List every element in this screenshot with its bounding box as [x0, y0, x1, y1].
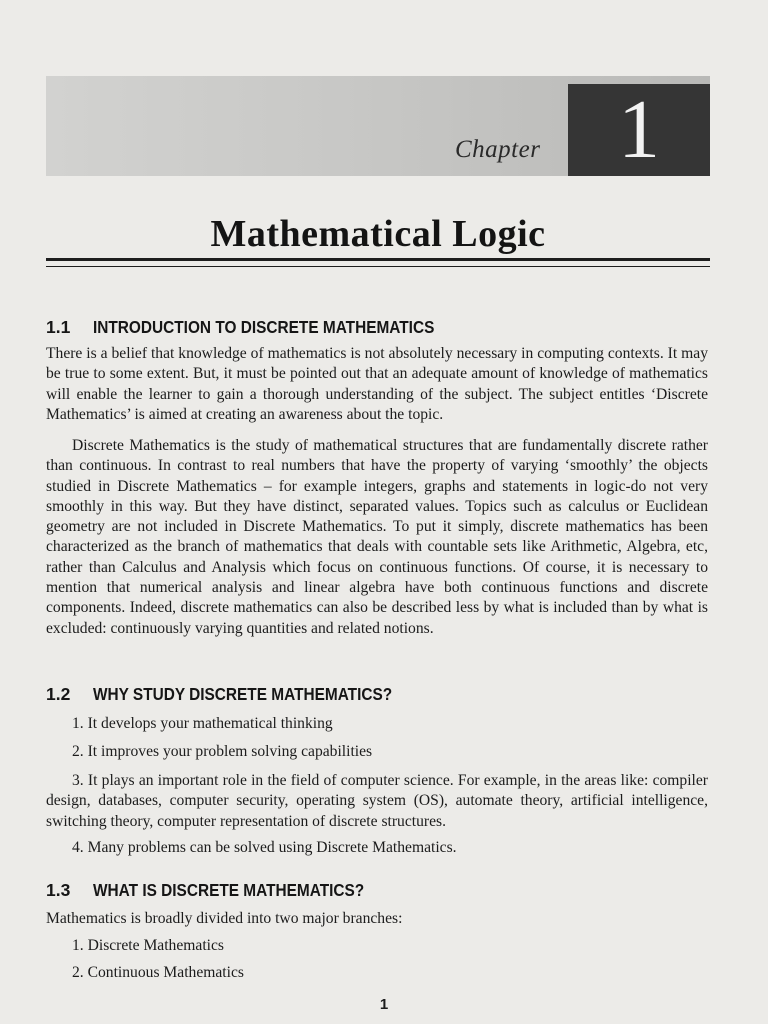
- section-title: INTRODUCTION TO DISCRETE MATHEMATICS: [93, 317, 435, 337]
- list-item: 1. Discrete Mathematics: [72, 937, 224, 954]
- paragraph: Mathematics is broadly divided into two major branches:: [46, 910, 403, 927]
- section-heading-1-3: [46, 880, 401, 901]
- list-item: 1. It develops your mathematical thinking: [72, 715, 333, 732]
- section-number: 1.2: [46, 684, 71, 704]
- list-item: 2. It improves your problem solving capabilities: [72, 743, 373, 760]
- section-title: WHY STUDY DISCRETE MATHEMATICS?: [93, 684, 393, 704]
- section-number: 1.3: [46, 880, 71, 900]
- paragraph: Discrete Mathematics is the study of mathematical structures that are fundamentally discrete rather than continuous. In contrast to real numbers that have the property of varying ‘smoothly’ the objects studied in Discrete Mathematics – for example integers, graphs and statements in logic-do not very smoothly in this way. But they have distinct, separated values. Topics such as calculus or Euclidean geometry are not included in Discrete Mathematics. To put it simply, discrete mathematics has been characterized as the branch of mathematics that deals with countable sets like Arithmetic, Algebra, etc, rather than Calculus and Analysis which focus on continuous functions. Of course, it is necessary to mention that numerical analysis and linear algebra have both continuous functions and discrete components. Indeed, discrete mathematics can also be described less by what is included than by what is excluded: continuously varying quantities and related notions.: [46, 437, 708, 637]
- title-rule-thick: [46, 258, 710, 261]
- list-item: 3. It plays an important role in the field of computer science. For example, in the areas like: compiler design, databases, computer security, operating system (OS), automate theory, artificial intelligence, switching theory, computer representation of discrete structures.: [46, 772, 708, 830]
- chapter-title: Mathematical Logic: [210, 213, 546, 255]
- chapter-number: 1: [618, 83, 660, 176]
- section-heading-1-1: [46, 317, 481, 338]
- section-title: WHAT IS DISCRETE MATHEMATICS?: [93, 880, 365, 900]
- list-item: 2. Continuous Mathematics: [72, 964, 244, 981]
- list-item: 4. Many problems can be solved using Discrete Mathematics.: [72, 839, 457, 856]
- page-number: 1: [379, 996, 389, 1013]
- paragraph: There is a belief that knowledge of mathematics is not absolutely necessary in computing contexts. It may be true to some extent. But, it must be pointed out that an adequate amount of knowledge of mathematics will enable the learner to gain a thorough understanding of the subject. The subject entitles ‘Discrete Mathematics’ is aimed at creating an awareness about the topic.: [46, 345, 708, 423]
- title-rule-thin: [46, 266, 710, 267]
- chapter-label: Chapter: [455, 136, 541, 163]
- section-number: 1.1: [46, 317, 71, 337]
- section-heading-1-2: [46, 684, 433, 705]
